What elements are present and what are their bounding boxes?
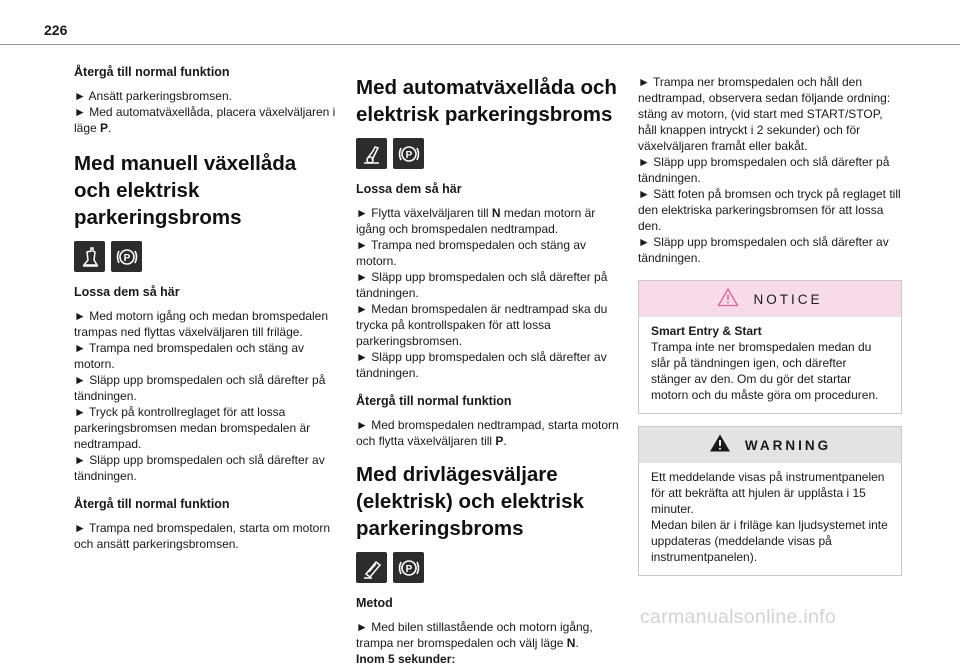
drive-selector-icon: [356, 552, 387, 583]
svg-text:P: P: [123, 252, 130, 264]
section-title-drive-selector: Med drivlägesväljare (elektrisk) och elektrisk parkeringsbroms: [356, 463, 584, 540]
notice-body-wrap: [639, 317, 901, 413]
para-return-normal-1: ► Ansätt parkeringsbromsen. ► Med automatväxellåda, placera växelväljaren i läge P.: [74, 89, 336, 135]
section-title-automatic: Med automatväxellåda och elektrisk parkeringsbroms: [356, 76, 617, 126]
notice-title: NOTICE: [753, 291, 823, 307]
column-1: [74, 64, 338, 552]
notice-subtitle: Smart Entry & Start: [651, 324, 762, 338]
icon-row-manual: [74, 241, 338, 272]
page-number: 226: [44, 22, 68, 38]
notice-header: [639, 281, 901, 317]
warning-body: Ett meddelande visas på instrumentpanelen för att bekräfta att hjulen är upplåsta i 15 minuter. Medan bilen är i friläge kan ljudsystemet inte uppdateras (meddelande visas på instrumentpanelen).: [651, 470, 888, 564]
icon-row-automatic: [356, 138, 620, 169]
para-method: ► Med bilen stillastående och motorn igång, trampa ner bromspedalen och välj läge N. Inom 5 sekunder:: [356, 620, 593, 666]
para-steps: ► Trampa ner bromspedalen och håll den nedtrampad, observera sedan följande ordning: stäng av motorn, (vid start med START/STOP, håll knappen intryckt i 2 sekunder) och för växelväljaren framåt eller bakåt. ► Släpp upp bromspedalen och slå därefter på tändningen. ► Sätt foten på bromsen och tryck på reglaget till den elektriska parkeringsbromsen för att lossa den. ► Släpp upp bromspedalen och slå därefter av tändningen.: [638, 75, 901, 265]
warning-header: [639, 427, 901, 463]
para-return-automatic: ► Med bromspedalen nedtrampad, starta motorn och flytta växelväljaren till P.: [356, 418, 619, 448]
svg-text:P: P: [405, 563, 412, 575]
notice-body: Trampa inte ner bromspedalen medan du slår på tändningen igen, och därefter stänger av den. Om du gör det startar motorn och du måste göra om proceduren.: [651, 340, 879, 402]
column-3: [638, 74, 902, 576]
warning-title: WARNING: [744, 437, 832, 453]
heading-release-manual: Lossa dem så här: [74, 285, 180, 299]
warning-icon: [709, 433, 731, 458]
heading-return-automatic: Återgå till normal funktion: [356, 394, 512, 408]
heading-release-automatic: Lossa dem så här: [356, 182, 462, 196]
para-release-manual: ► Med motorn igång och medan bromspedalen trampas ned flyttas växelväljaren till friläge. ► Trampa ned bromspedalen och stäng av motorn. ► Släpp upp bromspedalen och slå därefter på tändningen. ► Tryck på kontrollreglaget för att lossa parkeringsbromsen medan bromspedalen är nedtrampad. ► Släpp upp bromspedalen och slå därefter av tändningen.: [74, 309, 329, 483]
heading-method: Metod: [356, 596, 393, 610]
automatic-gear-lever-icon: [356, 138, 387, 169]
manual-gear-lever-icon: [74, 241, 105, 272]
warning-box: [638, 426, 902, 576]
notice-box: [638, 280, 902, 414]
heading-return-normal-1: Återgå till normal funktion: [74, 65, 230, 79]
parking-brake-icon: [393, 138, 424, 169]
watermark: carmanualsonline.info: [640, 606, 836, 628]
para-return-normal-2: ► Trampa ned bromspedalen, starta om motorn och ansätt parkeringsbromsen.: [74, 521, 330, 551]
parking-brake-icon: [111, 241, 142, 272]
svg-text:P: P: [405, 149, 412, 161]
column-2: [356, 66, 620, 667]
header-rule: [0, 44, 960, 45]
para-release-automatic: ► Flytta växelväljaren till N medan motorn är igång och bromspedalen nedtrampad. ► Trampa ned bromspedalen och stäng av motorn. ► Släpp upp bromspedalen och slå därefter på tändningen. ► Medan bromspedalen är nedtrampad ska du trycka på kontrollspaken för att lossa parkeringsbromsen. ► Släpp upp bromspedalen och slå därefter av tändningen.: [356, 206, 608, 380]
icon-row-drive-selector: [356, 552, 620, 583]
parking-brake-icon: [393, 552, 424, 583]
notice-icon: [717, 287, 739, 312]
para-method-bold: Inom 5 sekunder:: [356, 652, 456, 666]
heading-return-normal-2: Återgå till normal funktion: [74, 497, 230, 511]
section-title-manual: Med manuell växellåda och elektrisk parkeringsbroms: [74, 152, 297, 229]
